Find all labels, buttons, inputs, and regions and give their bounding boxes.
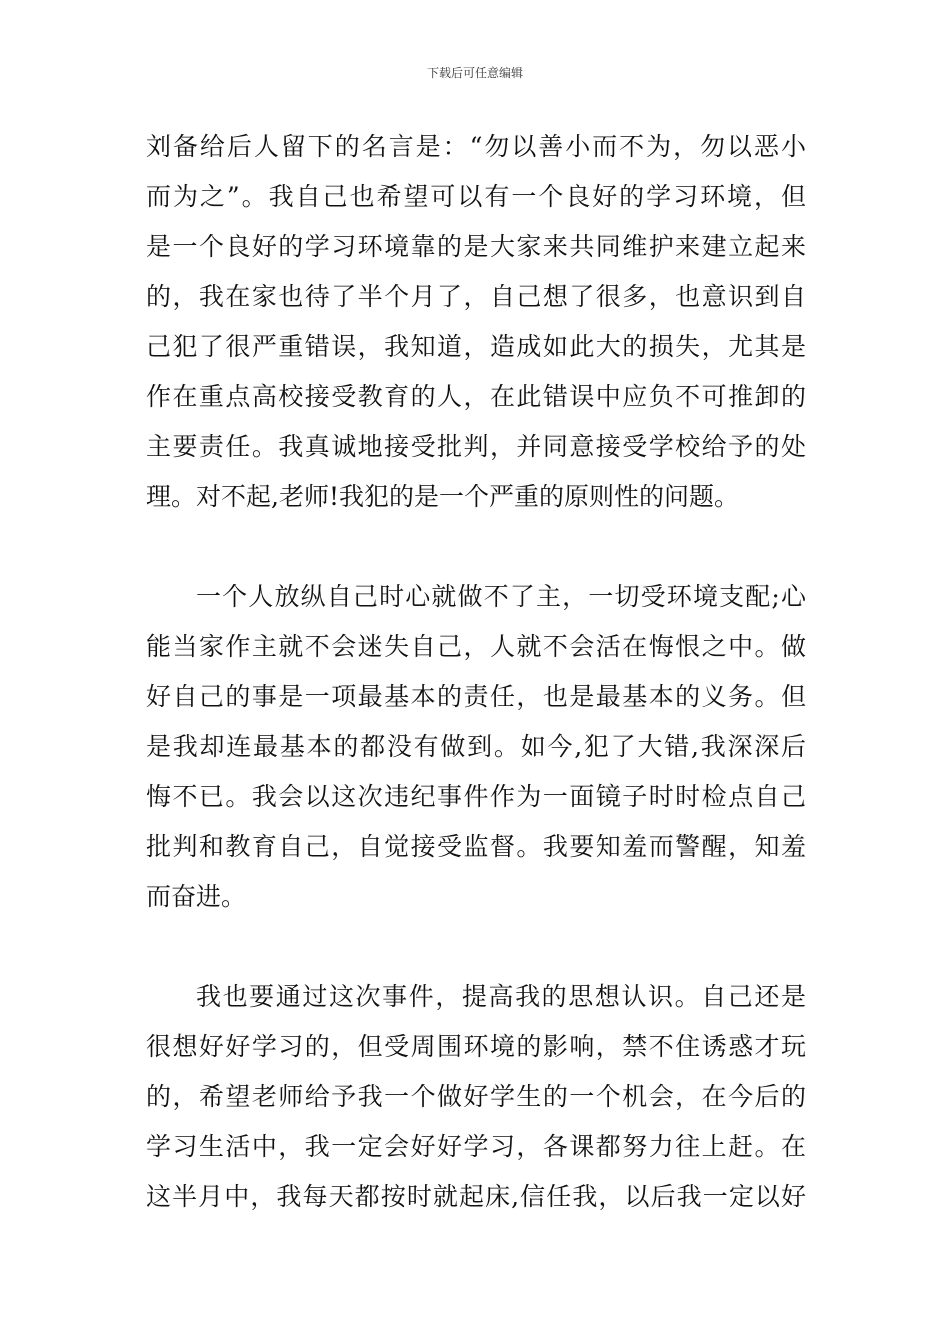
paragraph-3	[146, 972, 806, 1222]
paragraph-2	[146, 572, 806, 922]
paragraph-line: 理。对不起,老师!我犯的是一个严重的原则性的问题。	[146, 482, 739, 511]
paragraph-spacer	[146, 522, 806, 572]
paragraph-line: 主要责任。我真诚地接受批判，并同意接受学校给予的处	[146, 432, 806, 461]
paragraph-line: 刘备给后人留下的名言是：“勿以善小而不为，勿以恶小	[146, 132, 806, 161]
paragraph-line: 学习生活中，我一定会好好学习，各课都努力往上赶。在	[146, 1132, 806, 1161]
paragraph-line: 而为之”。我自己也希望可以有一个良好的学习环境，但	[146, 182, 806, 211]
paragraph-line: 能当家作主就不会迷失自己，人就不会活在悔恨之中。做	[146, 632, 806, 661]
paragraph-line: 批判和教育自己，自觉接受监督。我要知羞而警醒，知羞	[146, 832, 806, 861]
paragraph-line: 很想好好学习的，但受周围环境的影响，禁不住诱惑才玩	[146, 1032, 806, 1061]
paragraph-line: 己犯了很严重错误，我知道，造成如此大的损失，尤其是	[146, 332, 806, 361]
paragraph-line: 而奋进。	[146, 882, 247, 911]
paragraph-line: 的，我在家也待了半个月了，自己想了很多，也意识到自	[146, 282, 806, 311]
paragraph-line: 悔不已。我会以这次违纪事件作为一面镜子时时检点自己	[146, 782, 806, 811]
paragraph-line: 是一个良好的学习环境靠的是大家来共同维护来建立起来	[146, 232, 806, 261]
paragraph-1	[146, 122, 806, 522]
paragraph-line: 作在重点高校接受教育的人，在此错误中应负不可推卸的	[146, 382, 806, 411]
document-body	[146, 122, 806, 1222]
paragraph-line: 好自己的事是一项最基本的责任，也是最基本的义务。但	[146, 682, 806, 711]
paragraph-line: 是我却连最基本的都没有做到。如今,犯了大错,我深深后	[146, 732, 806, 761]
page-header: 下载后可任意编辑	[426, 66, 523, 80]
paragraph-spacer	[146, 922, 806, 972]
paragraph-line: 我也要通过这次事件，提高我的思想认识。自己还是	[196, 982, 806, 1011]
paragraph-line: 一个人放纵自己时心就做不了主，一切受环境支配;心	[196, 582, 806, 611]
paragraph-line: 的，希望老师给予我一个做好学生的一个机会，在今后的	[146, 1082, 806, 1111]
paragraph-line: 这半月中，我每天都按时就起床,信任我，以后我一定以好	[146, 1182, 806, 1211]
